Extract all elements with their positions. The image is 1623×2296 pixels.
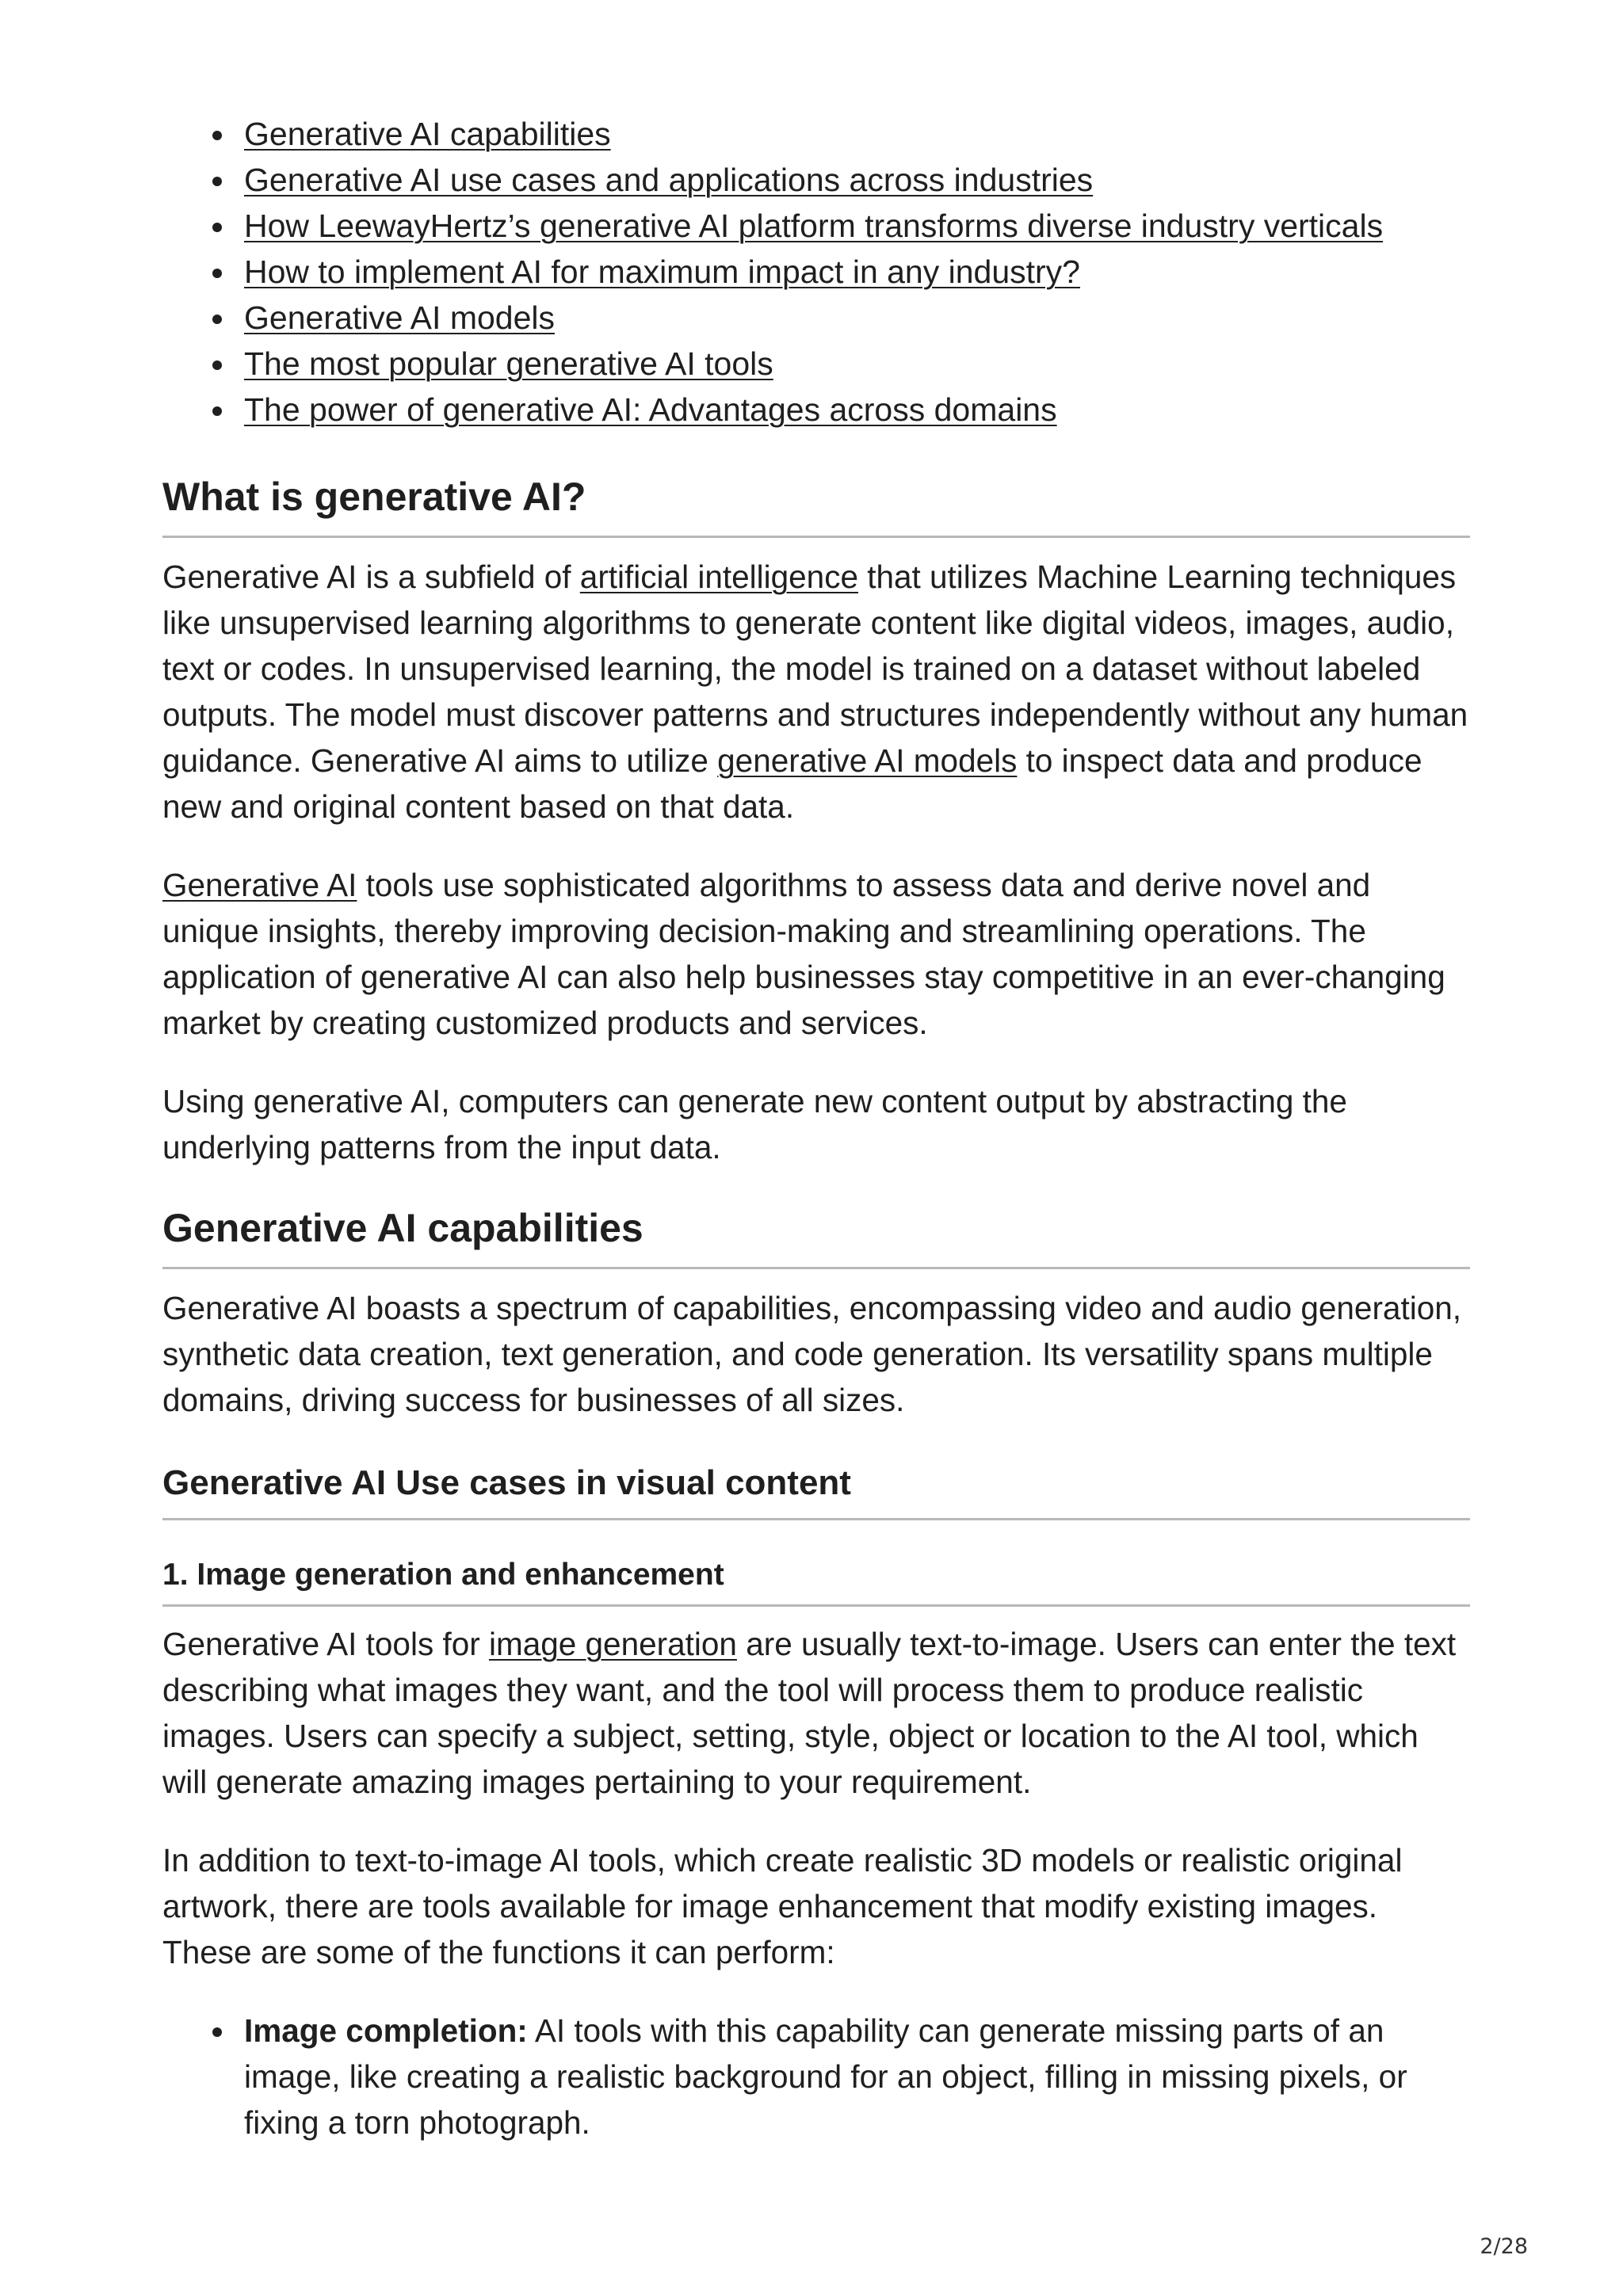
text: Generative AI tools for	[162, 1626, 489, 1662]
text: Generative AI is a subfield of	[162, 559, 580, 595]
link-generative-ai[interactable]: Generative AI	[162, 867, 357, 903]
toc-link-capabilities[interactable]: Generative AI capabilities	[244, 116, 611, 152]
paragraph: Generative AI boasts a spectrum of capabilities, encompassing video and audio generation, synthetic data creation, text generation, and code generation. Its versatility spans multiple domains, driving success for businesses of all sizes.	[162, 1290, 1462, 1418]
paragraph: In addition to text-to-image AI tools, which create realistic 3D models or realistic original artwork, there are tools available for image enhancement that modify existing images. These are some of the functions it can perform:	[162, 1842, 1403, 1970]
toc-link-use-cases[interactable]: Generative AI use cases and applications across industries	[244, 162, 1094, 198]
paragraph	[162, 554, 1470, 830]
toc-item	[244, 295, 1470, 341]
toc-item	[244, 157, 1470, 203]
toc-link-implement[interactable]: How to implement AI for maximum impact in any industry?	[244, 254, 1080, 290]
toc-link-models[interactable]: Generative AI models	[244, 299, 555, 336]
toc-item	[244, 387, 1470, 433]
bullet-term: Image completion:	[244, 2012, 528, 2049]
text: that utilizes Machine Learning techniques like unsupervised learning algorithms to generate content like digital videos, images, audio, text or codes. In unsupervised learning, the model is trained on a dataset without labeled outputs. The model must discover patterns and structures independently without any human guidance. Generative AI aims to utilize	[162, 559, 1468, 779]
link-generative-ai-models[interactable]: generative AI models	[717, 742, 1018, 779]
paragraph: Using generative AI, computers can generate new content output by abstracting the underlying patterns from the input data.	[162, 1083, 1347, 1165]
bullet-list	[162, 2008, 1470, 2145]
subheading-image-generation: 1. Image generation and enhancement	[162, 1555, 1470, 1607]
bullet-text: AI tools with this capability can generate missing parts of an image, like creating a realistic background for an object, filling in missing pixels, or fixing a torn photograph.	[244, 2012, 1407, 2141]
toc-item	[244, 249, 1470, 295]
text: tools use sophisticated algorithms to assess data and derive novel and unique insights, thereby improving decision-making and streamlining operations. The application of generative AI can also help businesses stay competitive in an ever-changing market by creating customized products and services.	[162, 867, 1445, 1041]
text: are usually text-to-image. Users can enter the text describing what images they want, and the tool will process them to produce realistic images. Users can specify a subject, setting, style, object or location to the AI tool, which will generate amazing images pertaining to your requirement.	[162, 1626, 1457, 1800]
toc-link-tools[interactable]: The most popular generative AI tools	[244, 345, 773, 382]
toc-item	[244, 111, 1470, 157]
heading-use-cases-visual-content: Generative AI Use cases in visual content	[162, 1461, 1470, 1520]
heading-what-is-generative-ai: What is generative AI?	[162, 472, 1470, 538]
link-artificial-intelligence[interactable]: artificial intelligence	[579, 559, 858, 595]
heading-generative-ai-capabilities: Generative AI capabilities	[162, 1203, 1470, 1269]
toc-link-advantages[interactable]: The power of generative AI: Advantages across domains	[244, 391, 1057, 428]
toc-item	[244, 203, 1470, 249]
toc-link-platform[interactable]: How LeewayHertz’s generative AI platform transforms diverse industry verticals	[244, 208, 1384, 244]
paragraph	[162, 862, 1470, 1046]
text: to inspect data and produce new and original content based on that data.	[162, 742, 1423, 825]
table-of-contents	[162, 111, 1470, 433]
page-number: 2/28	[1480, 2234, 1528, 2259]
list-item	[244, 2008, 1470, 2145]
link-image-generation[interactable]: image generation	[488, 1626, 737, 1662]
paragraph	[162, 1621, 1470, 1805]
document-page	[162, 111, 1470, 2145]
toc-item	[244, 341, 1470, 387]
